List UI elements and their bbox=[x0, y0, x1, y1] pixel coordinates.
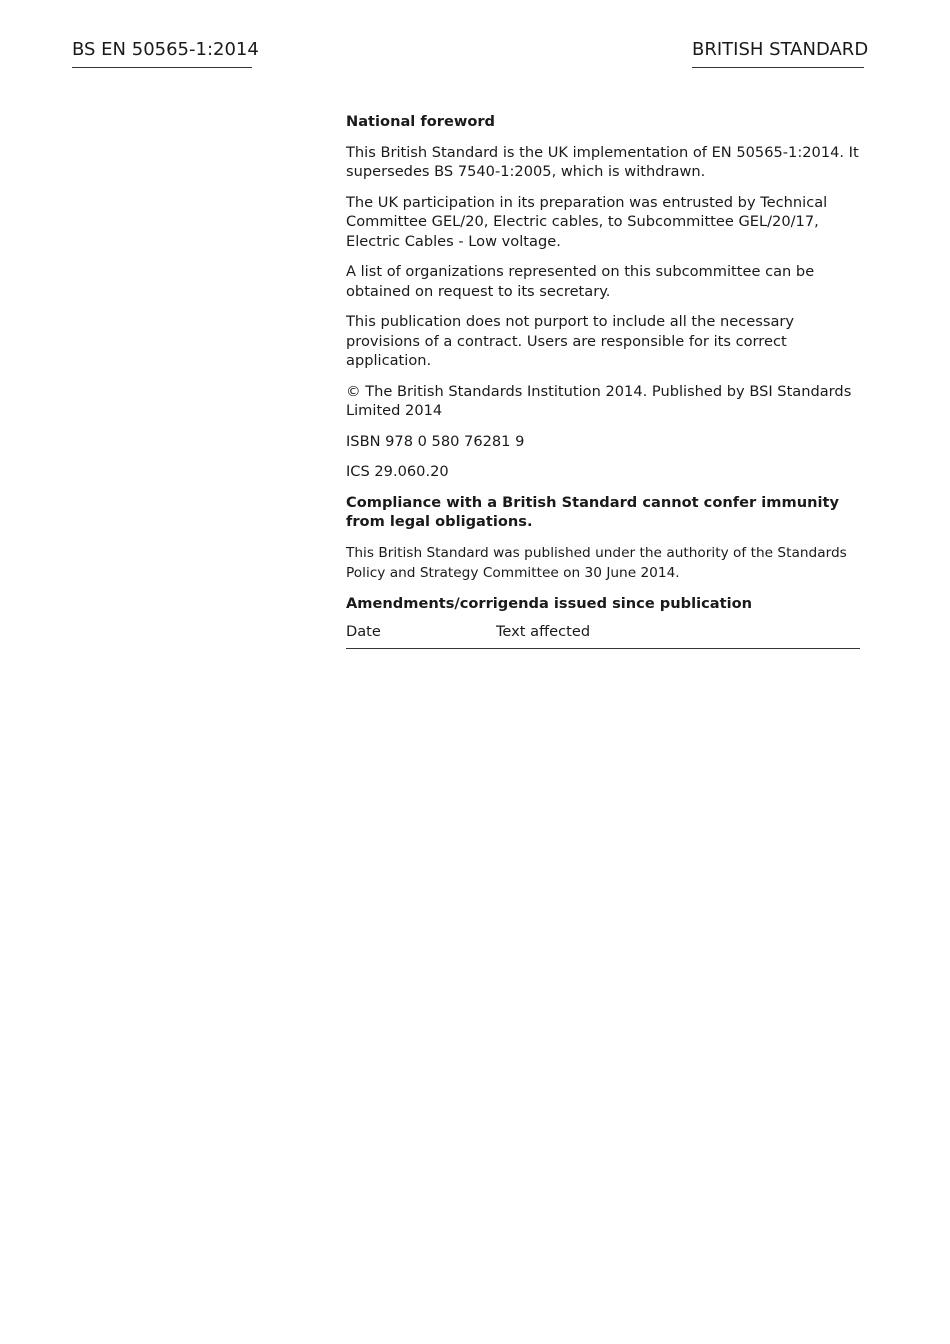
foreword-paragraph-contract: This publication does not purport to include all the necessary provisions of a contract. Users are responsible for its correct application. bbox=[346, 313, 795, 369]
foreword-title: National foreword bbox=[346, 113, 496, 130]
copyright-notice: © The British Standards Institution 2014. Published by BSI Standards Limited 2014 bbox=[346, 382, 852, 419]
compliance-statement: Compliance with a British Standard cannot confer immunity from legal obligations. bbox=[346, 493, 839, 530]
amendments-text-header: Text affected bbox=[496, 623, 591, 640]
amendments-table bbox=[346, 622, 860, 649]
national-foreword bbox=[346, 112, 860, 649]
ics-code: ICS 29.060.20 bbox=[346, 463, 449, 480]
amendments-date-header: Date bbox=[346, 623, 381, 640]
document-type: BRITISH STANDARD bbox=[692, 38, 864, 68]
isbn: ISBN 978 0 580 76281 9 bbox=[346, 432, 525, 450]
foreword-paragraph-organizations: A list of organizations represented on this subcommittee can be obtained on request to its secretary. bbox=[346, 263, 815, 300]
amendments-title: Amendments/corrigenda issued since publication bbox=[346, 594, 752, 612]
foreword-paragraph-committee: The UK participation in its preparation was entrusted by Technical Committee GEL/20, Electric cables, to Subcommittee GEL/20/17, Electric Cables - Low voltage. bbox=[346, 193, 828, 250]
authority-statement: This British Standard was published under the authority of the Standards Policy and Strategy Committee on 30 June 2014. bbox=[346, 544, 847, 581]
foreword-paragraph-implementation: This British Standard is the UK implementation of EN 50565-1:2014. It supersedes BS 7540-1:2005, which is withdrawn. bbox=[346, 143, 859, 180]
document-number: BS EN 50565-1:2014 bbox=[72, 38, 252, 68]
